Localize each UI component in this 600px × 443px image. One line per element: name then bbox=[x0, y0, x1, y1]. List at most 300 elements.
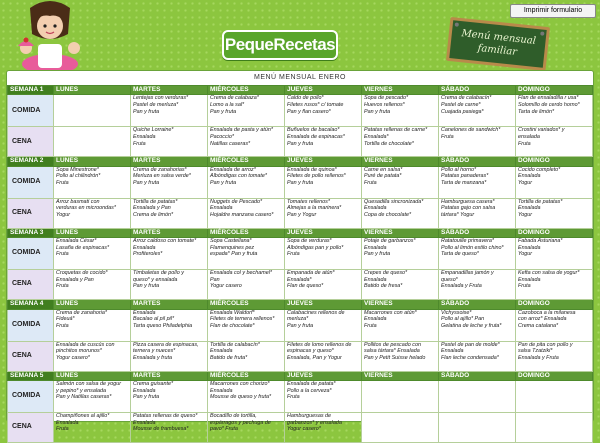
dish-line: y pepino* y ensalada bbox=[56, 387, 107, 394]
meal-label-cena: CENA bbox=[8, 270, 54, 300]
dish-line: Tarta queso Philadelphia bbox=[133, 322, 193, 329]
day-header: SÁBADO bbox=[439, 86, 516, 95]
dish-line: Mousse de queso y fruta* bbox=[210, 394, 272, 401]
dish-line: Patatas gajo con salsa bbox=[441, 205, 496, 212]
menu-cell[interactable] bbox=[439, 381, 516, 413]
dish-line: Canelones de sandwich* bbox=[441, 127, 501, 134]
menu-cell[interactable] bbox=[439, 341, 516, 371]
dish-line: Profiteroles* bbox=[133, 251, 163, 258]
comida-row bbox=[8, 166, 593, 198]
dish-line: Yogur casero* bbox=[287, 426, 321, 433]
menu-cell[interactable] bbox=[208, 381, 285, 413]
menu-cell[interactable] bbox=[362, 198, 439, 228]
comida-row bbox=[8, 381, 593, 413]
cena-row bbox=[8, 127, 593, 157]
dish-line: Ensalada col y bechamel* bbox=[210, 270, 273, 277]
dish-line: Gelatina de leche y fruta* bbox=[441, 322, 502, 329]
menu-cell[interactable] bbox=[208, 270, 285, 300]
week-header-row bbox=[8, 86, 593, 95]
meal-label-cena: CENA bbox=[8, 127, 54, 157]
menu-cell[interactable] bbox=[285, 270, 362, 300]
dish-line: Ensalada, Pan y Yogur bbox=[287, 354, 342, 361]
menu-cell[interactable] bbox=[516, 238, 593, 270]
day-header: VIERNES bbox=[362, 371, 439, 380]
dish-line: Ensalada y fruta bbox=[133, 354, 172, 361]
menu-cell[interactable] bbox=[516, 413, 593, 443]
dish-line: Merluza en salsa verde* bbox=[133, 173, 191, 180]
meal-label-comida: COMIDA bbox=[8, 166, 54, 198]
dish-line: Ensalada César* bbox=[56, 238, 97, 245]
menu-cell[interactable] bbox=[208, 309, 285, 341]
pequerecetas-logo: PequeRecetas bbox=[222, 30, 338, 60]
dish-line: Ensalada bbox=[441, 348, 464, 355]
day-header: JUEVES bbox=[285, 157, 362, 166]
menu-cell[interactable] bbox=[439, 413, 516, 443]
dish-line: Pacoccio* bbox=[210, 134, 234, 140]
dish-line: pavo* Fruta bbox=[210, 426, 238, 433]
cena-row bbox=[8, 270, 593, 300]
dish-line: Champiñones al ajillo* bbox=[56, 413, 110, 420]
dish-line: Macarrones con chorizo* bbox=[210, 381, 270, 388]
day-header: LUNES bbox=[54, 157, 131, 166]
menu-cell[interactable] bbox=[54, 238, 131, 270]
dish-line: Timbaletas de pollo y bbox=[133, 270, 184, 277]
dish-line: Hamburguesa casera* bbox=[441, 198, 495, 205]
dish-line: Tarta de manzana* bbox=[441, 180, 487, 186]
dish-line: espárragos y pechuga de bbox=[210, 419, 271, 426]
dish-line: Tarta de limón* bbox=[518, 108, 555, 115]
dish-line: Ensalada bbox=[518, 173, 541, 180]
menu-cell[interactable] bbox=[362, 166, 439, 198]
dish-line: Macarrones con atún* bbox=[364, 309, 417, 316]
menu-cell[interactable] bbox=[208, 238, 285, 270]
dish-line: Tortilla de patatas* bbox=[518, 198, 563, 205]
dish-line: Quesadilla sincronizada* bbox=[364, 198, 424, 205]
dish-line: Buñuelos de bacalao* bbox=[287, 127, 340, 134]
dish-line: Croquetas de cocido* bbox=[56, 270, 108, 277]
dish-line: Pollo al limón estilo chino* bbox=[441, 244, 504, 251]
cena-row bbox=[8, 413, 593, 443]
dish-line: Pan y fruta bbox=[210, 108, 237, 115]
menu-cell[interactable] bbox=[439, 127, 516, 157]
dish-line: queso* y ensalada bbox=[133, 276, 178, 283]
menu-cell[interactable] bbox=[54, 95, 131, 127]
dish-line: Sopa de pescado* bbox=[364, 95, 409, 102]
menu-cell[interactable] bbox=[208, 166, 285, 198]
menu-cell[interactable] bbox=[54, 198, 131, 228]
day-header: LUNES bbox=[54, 86, 131, 95]
day-header: DOMINGO bbox=[516, 300, 593, 309]
dish-line: Ensalada de espinacas* bbox=[287, 134, 345, 140]
menu-cell[interactable] bbox=[131, 127, 208, 157]
dish-line: Ratatouille primavera* bbox=[441, 238, 495, 245]
dish-line: Salmón con salsa de yogur bbox=[56, 381, 122, 388]
dish-line: Arroz caldoso con tomate* bbox=[133, 238, 197, 245]
dish-line: Ensalada bbox=[364, 244, 387, 251]
dish-line: Cocido completo* bbox=[518, 166, 561, 173]
dish-line: Ensalada bbox=[133, 309, 156, 316]
menu-cell[interactable] bbox=[54, 381, 131, 413]
menu-cell[interactable] bbox=[208, 127, 285, 157]
day-header: DOMINGO bbox=[516, 371, 593, 380]
menu-cell[interactable] bbox=[285, 309, 362, 341]
dish-line: Ensalada de cuscús con bbox=[56, 341, 115, 348]
meal-label-cena: CENA bbox=[8, 198, 54, 228]
week-header-row bbox=[8, 228, 593, 237]
chef-girl-illustration bbox=[8, 0, 92, 72]
menu-cell[interactable] bbox=[516, 127, 593, 157]
menu-cell[interactable] bbox=[131, 309, 208, 341]
dish-line: Ensalada bbox=[133, 387, 156, 394]
dish-line: Crema de calabaza* bbox=[210, 95, 259, 102]
menu-cell[interactable] bbox=[54, 166, 131, 198]
meal-label-cena: CENA bbox=[8, 413, 54, 443]
dish-line: Hamburguesas de bbox=[287, 413, 332, 420]
dish-line: Pan y fruta bbox=[364, 251, 391, 258]
dish-line: Sopa de verduras* bbox=[287, 238, 332, 245]
menu-cell[interactable] bbox=[362, 270, 439, 300]
meal-label-comida: COMIDA bbox=[8, 238, 54, 270]
dish-line: Flan de queso* bbox=[287, 283, 324, 290]
comida-row bbox=[8, 95, 593, 127]
day-header: MARTES bbox=[131, 300, 208, 309]
menu-cell[interactable] bbox=[439, 166, 516, 198]
menu-sheet bbox=[6, 70, 594, 433]
dish-line: Pollo al horno* bbox=[441, 166, 477, 173]
dish-line: Fruta bbox=[56, 180, 69, 186]
dish-line: Sopa Minestrone* bbox=[56, 166, 99, 173]
menu-cell[interactable] bbox=[362, 381, 439, 413]
menu-cell[interactable] bbox=[516, 309, 593, 341]
dish-line: Nuggets de Pescado* bbox=[210, 198, 263, 205]
menu-cell[interactable] bbox=[516, 381, 593, 413]
dish-line: tártara* Yogur bbox=[441, 212, 475, 218]
menu-cell[interactable] bbox=[131, 270, 208, 300]
day-header: MIÉRCOLES bbox=[208, 157, 285, 166]
menu-table bbox=[7, 85, 593, 443]
week-label: SEMANA 5 bbox=[8, 371, 54, 380]
menu-cell[interactable] bbox=[516, 166, 593, 198]
dish-line: Flan de chocolate* bbox=[210, 322, 255, 329]
day-header: LUNES bbox=[54, 371, 131, 380]
day-header: MARTES bbox=[131, 228, 208, 237]
menu-cell[interactable] bbox=[131, 198, 208, 228]
menu-cell[interactable] bbox=[516, 95, 593, 127]
dish-line: Fruta bbox=[56, 322, 69, 329]
dish-line: Yogur bbox=[56, 212, 71, 218]
menu-cell[interactable] bbox=[285, 413, 362, 443]
day-header: DOMINGO bbox=[516, 228, 593, 237]
menu-cell[interactable] bbox=[208, 341, 285, 371]
dish-line: Filetes de ternera rellenos* bbox=[210, 316, 275, 323]
dish-line: con arroz* Ensalada bbox=[518, 316, 567, 323]
dish-line: Ensalada y Pan bbox=[133, 205, 171, 212]
menu-cell[interactable] bbox=[362, 95, 439, 127]
menu-cell[interactable] bbox=[54, 270, 131, 300]
day-header: MIÉRCOLES bbox=[208, 300, 285, 309]
menu-cell[interactable] bbox=[362, 127, 439, 157]
menu-cell[interactable] bbox=[131, 166, 208, 198]
dish-line: Crema guisante* bbox=[133, 381, 174, 388]
dish-line: Ensalada Waldorf* bbox=[210, 309, 255, 316]
meal-label-comida: COMIDA bbox=[8, 381, 54, 413]
dish-line: Pan de pita con pollo y bbox=[518, 341, 573, 348]
menu-cell[interactable] bbox=[54, 413, 131, 443]
dish-line: Yogur bbox=[518, 180, 533, 186]
dish-line: Ensalada bbox=[56, 419, 79, 426]
dish-line: Yogur bbox=[518, 212, 533, 218]
dish-line: Crema de zanahoria* bbox=[56, 309, 107, 316]
week-label: SEMANA 4 bbox=[8, 300, 54, 309]
menu-cell[interactable] bbox=[285, 341, 362, 371]
dish-line: Fruta bbox=[56, 251, 69, 258]
dish-line: salsa Tzatziki* bbox=[518, 348, 553, 355]
day-header: MIÉRCOLES bbox=[208, 228, 285, 237]
dish-line: Ensalada bbox=[133, 244, 156, 251]
dish-line: Fabada Asturiana* bbox=[518, 238, 563, 245]
dish-line: Fruta bbox=[287, 394, 300, 401]
dish-line: Filetes de lomo rellenos de bbox=[287, 341, 352, 348]
day-header: DOMINGO bbox=[516, 157, 593, 166]
day-header: JUEVES bbox=[285, 228, 362, 237]
dish-line: Potaje de garbanzos* bbox=[364, 238, 416, 245]
dish-line: Yogur casero* bbox=[56, 354, 90, 361]
dish-line: Pollo a la cerveza* bbox=[287, 387, 332, 394]
menu-cell[interactable] bbox=[439, 95, 516, 127]
menu-cell[interactable] bbox=[54, 127, 131, 157]
dish-line: Ensalada bbox=[364, 316, 387, 323]
day-header: SÁBADO bbox=[439, 371, 516, 380]
menu-cell[interactable] bbox=[54, 309, 131, 341]
dish-line: Batido de fruta* bbox=[210, 354, 248, 361]
dish-line: Fruta bbox=[56, 426, 69, 433]
dish-line: Fruta bbox=[364, 180, 377, 186]
dish-line: Pastel de merluza* bbox=[133, 102, 179, 108]
dish-line: Pastel de carne* bbox=[441, 102, 481, 108]
dish-line: Copa de chocolate* bbox=[364, 212, 412, 218]
meal-label-cena: CENA bbox=[8, 341, 54, 371]
dish-line: Pollo al ajillo* Pan bbox=[441, 316, 485, 323]
day-header: MARTES bbox=[131, 86, 208, 95]
dish-line: Pan y fruta bbox=[133, 283, 160, 290]
dish-line: Pan y fruta bbox=[133, 394, 160, 401]
dish-line: Tarta de queso* bbox=[441, 251, 479, 258]
dish-line: Pollitos de pescado con bbox=[364, 341, 421, 348]
dish-line: Crostini variados* y bbox=[518, 127, 565, 134]
dish-line: Pan y fruta bbox=[133, 108, 160, 115]
dish-line: Tortilla de patatas* bbox=[133, 198, 178, 205]
dish-line: Patatas rellenas de carne* bbox=[364, 127, 428, 134]
dish-line: Flan leche condensada* bbox=[441, 354, 499, 361]
dish-line: Ensalada bbox=[210, 348, 233, 355]
dish-line: Fideuá* bbox=[56, 316, 75, 323]
dish-line: Pan y Petit Suisse helado bbox=[364, 354, 426, 361]
dish-line: Albóndigas pan y pollo* bbox=[287, 244, 344, 251]
day-header: MIÉRCOLES bbox=[208, 371, 285, 380]
dish-line: Empanada de atún* bbox=[287, 270, 335, 277]
menu-cell[interactable] bbox=[208, 413, 285, 443]
board-line-2: familiar bbox=[477, 42, 518, 58]
day-header: JUEVES bbox=[285, 371, 362, 380]
dish-line: Pan y fruta bbox=[133, 180, 160, 186]
meal-label-comida: COMIDA bbox=[8, 95, 54, 127]
dish-line: Pizza casera de espinacas, bbox=[133, 341, 199, 348]
dish-line: Solomillo de cerdo horno* bbox=[518, 102, 580, 108]
menu-cell[interactable] bbox=[439, 238, 516, 270]
dish-line: Ensalada bbox=[518, 244, 541, 251]
menu-cell[interactable] bbox=[439, 198, 516, 228]
dish-line: Bocadillo de tortilla, bbox=[210, 413, 257, 420]
dish-line: espinacas y queso* bbox=[287, 348, 334, 355]
week-header-row bbox=[8, 157, 593, 166]
week-label: SEMANA 1 bbox=[8, 86, 54, 95]
menu-cell[interactable] bbox=[439, 270, 516, 300]
dish-line: Yogur bbox=[518, 251, 533, 258]
menu-cell[interactable] bbox=[439, 309, 516, 341]
menu-cell[interactable] bbox=[131, 95, 208, 127]
dish-line: Fruta bbox=[133, 140, 146, 147]
dish-line: Ensalada de patata* bbox=[287, 381, 336, 388]
day-header: MARTES bbox=[131, 371, 208, 380]
menu-cell[interactable] bbox=[362, 238, 439, 270]
day-header: VIERNES bbox=[362, 157, 439, 166]
dish-line: Filetes rusos* c/ tomate bbox=[287, 102, 344, 108]
dish-line: Ensalada y Pan bbox=[56, 276, 94, 283]
dish-line: pinchitos morunos* bbox=[56, 348, 102, 355]
dish-line: Empanadillas jamón y bbox=[441, 270, 494, 277]
menu-cell[interactable] bbox=[208, 198, 285, 228]
dish-line: Pastel de pan de molde* bbox=[441, 341, 500, 348]
dish-line: Ensalada de arroz* bbox=[210, 166, 256, 173]
dish-line: Ensalada bbox=[133, 419, 156, 426]
dish-line: Pan y fruta bbox=[287, 322, 314, 329]
dish-line: Tortilla de chocolate* bbox=[364, 140, 414, 147]
dish-line: Fruta bbox=[287, 251, 300, 258]
meal-label-comida: COMIDA bbox=[8, 309, 54, 341]
menu-cell[interactable] bbox=[54, 341, 131, 371]
day-header: VIERNES bbox=[362, 228, 439, 237]
dish-line: Puré de patata* bbox=[364, 173, 402, 180]
day-header: LUNES bbox=[54, 228, 131, 237]
day-header: VIERNES bbox=[362, 300, 439, 309]
dish-line: Bacalao al pil pil* bbox=[133, 316, 175, 323]
dish-line: Lomo a la sal* bbox=[210, 102, 245, 108]
dish-line: Pan y fruta bbox=[287, 180, 314, 186]
menu-chalkboard-sign bbox=[446, 17, 550, 71]
dish-line: Pan y Natillas caseras* bbox=[56, 394, 112, 401]
dish-line: Ensalada bbox=[133, 134, 156, 140]
dish-line: Pan y fruta bbox=[287, 140, 314, 147]
dish-line: merluza* bbox=[287, 316, 309, 323]
menu-cell[interactable] bbox=[516, 341, 593, 371]
menu-cell[interactable] bbox=[516, 198, 593, 228]
menu-cell[interactable] bbox=[285, 95, 362, 127]
dish-line: Vichyssoise* bbox=[441, 309, 472, 316]
day-header: SÁBADO bbox=[439, 300, 516, 309]
dish-line: Ensalada bbox=[518, 205, 541, 212]
menu-cell[interactable] bbox=[362, 413, 439, 443]
menu-cell[interactable] bbox=[131, 413, 208, 443]
dish-line: espada* Pan y fruta bbox=[210, 251, 258, 258]
dish-line: Ensalada bbox=[210, 387, 233, 394]
dish-line: Tortilla de calabacín* bbox=[210, 341, 260, 348]
dish-line: Kefta con salsa de yogur* bbox=[518, 270, 580, 277]
dish-line: Pan y Yogur bbox=[287, 212, 317, 218]
day-header: JUEVES bbox=[285, 86, 362, 95]
print-form-button[interactable]: Imprimir formulario bbox=[510, 4, 596, 18]
dish-line: salsa tártara* Ensalada bbox=[364, 348, 420, 355]
dish-line: Pan y flan casero* bbox=[287, 108, 331, 115]
dish-line: Cuajada pasiega* bbox=[441, 108, 484, 115]
day-header: SÁBADO bbox=[439, 157, 516, 166]
dish-line: Batido de fresa* bbox=[364, 283, 403, 290]
dish-line: Filetes de pollo rellenos* bbox=[287, 173, 346, 180]
dish-line: Almejas a la marinera* bbox=[287, 205, 342, 212]
dish-line: Ensalada* bbox=[287, 276, 312, 283]
dish-line: Pan bbox=[210, 276, 220, 283]
dish-line: Pan y fruta bbox=[364, 108, 391, 115]
dish-line: Patatas panaderas* bbox=[441, 173, 489, 180]
dish-line: Flan de ensaladilla r usa* bbox=[518, 95, 579, 102]
menu-cell[interactable] bbox=[131, 341, 208, 371]
dish-line: Ensalada y Fruta bbox=[441, 283, 482, 290]
menu-cell[interactable] bbox=[285, 198, 362, 228]
dish-line: ternera y nueces* bbox=[133, 348, 176, 355]
dish-line: Yogur casero bbox=[210, 283, 242, 290]
week-label: SEMANA 2 bbox=[8, 157, 54, 166]
dish-line: Crepes de queso* bbox=[364, 270, 408, 277]
menu-cell[interactable] bbox=[516, 270, 593, 300]
dish-line: Patatas rellenas de queso* bbox=[133, 413, 198, 420]
dish-line: Mousse de frambuesa* bbox=[133, 426, 189, 433]
comida-row bbox=[8, 238, 593, 270]
dish-line: Ensalada bbox=[210, 205, 233, 212]
menu-cell[interactable] bbox=[362, 341, 439, 371]
menu-cell[interactable] bbox=[285, 381, 362, 413]
day-header: DOMINGO bbox=[516, 86, 593, 95]
dish-line: verduras en microondas* bbox=[56, 205, 116, 212]
menu-cell[interactable] bbox=[285, 166, 362, 198]
dish-line: Crema de zanahorias* bbox=[133, 166, 187, 173]
menu-cell[interactable] bbox=[362, 309, 439, 341]
dish-line: Flamenquines pez bbox=[210, 244, 255, 251]
day-header: LUNES bbox=[54, 300, 131, 309]
dish-line: Pan y fruta bbox=[210, 180, 237, 186]
dish-line: Cazoboca a la milanesa bbox=[518, 309, 576, 316]
menu-cell[interactable] bbox=[285, 238, 362, 270]
week-header-row bbox=[8, 300, 593, 309]
day-header: SÁBADO bbox=[439, 228, 516, 237]
dish-line: Lasaña de espinacas* bbox=[56, 244, 110, 251]
dish-line: Ensalada bbox=[364, 276, 387, 283]
dish-line: Carne en salsa* bbox=[364, 166, 403, 173]
menu-cell[interactable] bbox=[208, 95, 285, 127]
menu-cell[interactable] bbox=[285, 127, 362, 157]
dish-line: Huevos rellenos* bbox=[364, 102, 405, 108]
week-label: SEMANA 3 bbox=[8, 228, 54, 237]
dish-line: Albóndigas con tomate* bbox=[210, 173, 267, 180]
dish-line: Ensalada bbox=[364, 205, 387, 212]
day-header: JUEVES bbox=[285, 300, 362, 309]
day-header: VIERNES bbox=[362, 86, 439, 95]
menu-cell[interactable] bbox=[131, 238, 208, 270]
menu-cell[interactable] bbox=[131, 381, 208, 413]
dish-line: Fruta bbox=[56, 283, 69, 290]
dish-line: ensalada bbox=[518, 134, 540, 140]
day-header: MARTES bbox=[131, 157, 208, 166]
dish-line: garbanzos* y ensalada bbox=[287, 419, 342, 426]
comida-row bbox=[8, 309, 593, 341]
